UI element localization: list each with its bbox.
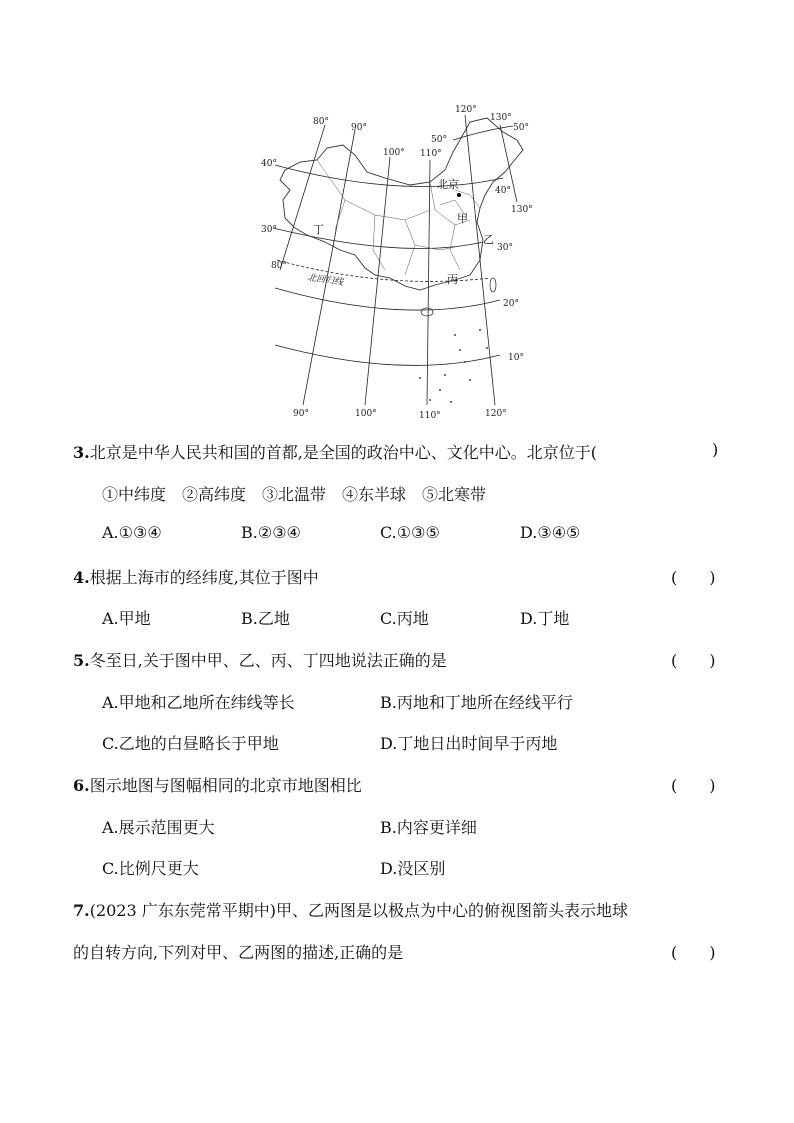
place-yi: 乙 (483, 233, 494, 246)
meridian-80 (280, 125, 325, 270)
question-7-paren: ( ) (671, 943, 716, 962)
label-left-30: 30° (261, 225, 277, 235)
taiwan-island (490, 278, 496, 292)
label-right-130: 130° (511, 205, 533, 215)
q5-option-c[interactable]: C.乙地的白昼略长于甲地 (102, 734, 279, 753)
place-bing: 丙 (447, 273, 458, 286)
label-left-80: 80° (271, 261, 287, 271)
label-right-30: 30° (497, 243, 513, 253)
meridian-110 (427, 160, 430, 405)
q5-option-d[interactable]: D.丁地日出时间早于丙地 (380, 734, 558, 753)
hainan-island (421, 308, 433, 316)
label-right-50: 50° (513, 123, 529, 133)
question-4 (73, 565, 319, 588)
q6-option-d[interactable]: D.没区别 (380, 859, 446, 878)
question-6-text: 图示地图与图幅相同的北京市地图相比 (89, 776, 362, 795)
china-graticule-map (255, 100, 545, 422)
q3-option-d[interactable]: D.③④⑤ (520, 523, 581, 542)
label-right-10: 10° (508, 353, 524, 363)
q3-option-c[interactable]: C.①③⑤ (380, 523, 440, 542)
q6-option-c[interactable]: C.比例尺更大 (102, 859, 199, 878)
question-3-number: 3. (73, 443, 90, 462)
place-jia: 甲 (457, 212, 468, 225)
question-6-paren: ( ) (671, 776, 716, 795)
question-7-number: 7. (73, 901, 90, 920)
china-outline (280, 118, 523, 290)
label-bottom-120: 120° (485, 409, 507, 419)
question-4-paren: ( ) (671, 568, 716, 587)
label-top-80: 80° (313, 117, 329, 127)
question-5 (73, 648, 447, 671)
label-left-40: 40° (261, 159, 277, 169)
q3-option-b[interactable]: B.②③④ (241, 523, 301, 542)
question-3-statements: ①中纬度 ②高纬度 ③北温带 ④东半球 ⑤北寒带 (102, 485, 487, 504)
question-4-text: 根据上海市的经纬度,其位于图中 (89, 568, 319, 587)
parallel-10 (275, 345, 500, 365)
q6-option-a[interactable]: A.展示范围更大 (102, 818, 215, 837)
label-top-100: 100° (383, 148, 405, 158)
label-top-130: 130° (490, 113, 512, 123)
q5-option-b[interactable]: B.丙地和丁地所在经线平行 (380, 693, 573, 712)
question-4-number: 4. (73, 568, 90, 587)
question-6-number: 6. (73, 776, 90, 795)
q4-option-a[interactable]: A.甲地 (102, 609, 151, 628)
question-5-text: 冬至日,关于图中甲、乙、丙、丁四地说法正确的是 (89, 651, 447, 670)
question-7-line1: (2023 广东东莞常平期中)甲、乙两图是以极点为中心的俯视图箭头表示地球 (89, 901, 628, 920)
beijing-dot (457, 193, 461, 197)
question-7 (73, 898, 628, 921)
parallel-30 (273, 228, 483, 248)
question-5-number: 5. (73, 651, 90, 670)
label-bottom-90: 90° (293, 409, 309, 419)
parallel-20 (275, 288, 500, 310)
question-5-paren: ( ) (671, 651, 716, 670)
question-6 (73, 773, 362, 796)
label-top-right-50: 50° (431, 135, 447, 145)
label-top-120: 120° (455, 105, 477, 115)
question-3 (73, 440, 597, 463)
question-7-line2: 的自转方向,下列对甲、乙两图的描述,正确的是 (73, 943, 404, 962)
label-top-110: 110° (420, 149, 442, 159)
label-bottom-100: 100° (355, 409, 377, 419)
q4-option-c[interactable]: C.丙地 (380, 609, 429, 628)
q4-option-d[interactable]: D.丁地 (520, 609, 570, 628)
q3-option-a[interactable]: A.①③④ (102, 523, 162, 542)
label-top-90: 90° (351, 123, 367, 133)
label-right-40: 40° (495, 186, 511, 196)
place-ding: 丁 (313, 223, 324, 236)
label-right-20: 20° (503, 299, 519, 309)
q5-option-a[interactable]: A.甲地和乙地所在纬线等长 (102, 693, 295, 712)
question-3-paren: ) (712, 440, 719, 459)
label-bottom-110: 110° (419, 411, 441, 421)
q4-option-b[interactable]: B.乙地 (241, 609, 290, 628)
q6-option-b[interactable]: B.内容更详细 (380, 818, 477, 837)
meridian-100 (365, 157, 390, 405)
question-3-text: 北京是中华人民共和国的首都,是全国的政治中心、文化中心。北京位于( (89, 443, 598, 462)
tropic-label: 北回归线 (306, 273, 344, 288)
place-beijing: 北京 (437, 178, 459, 191)
